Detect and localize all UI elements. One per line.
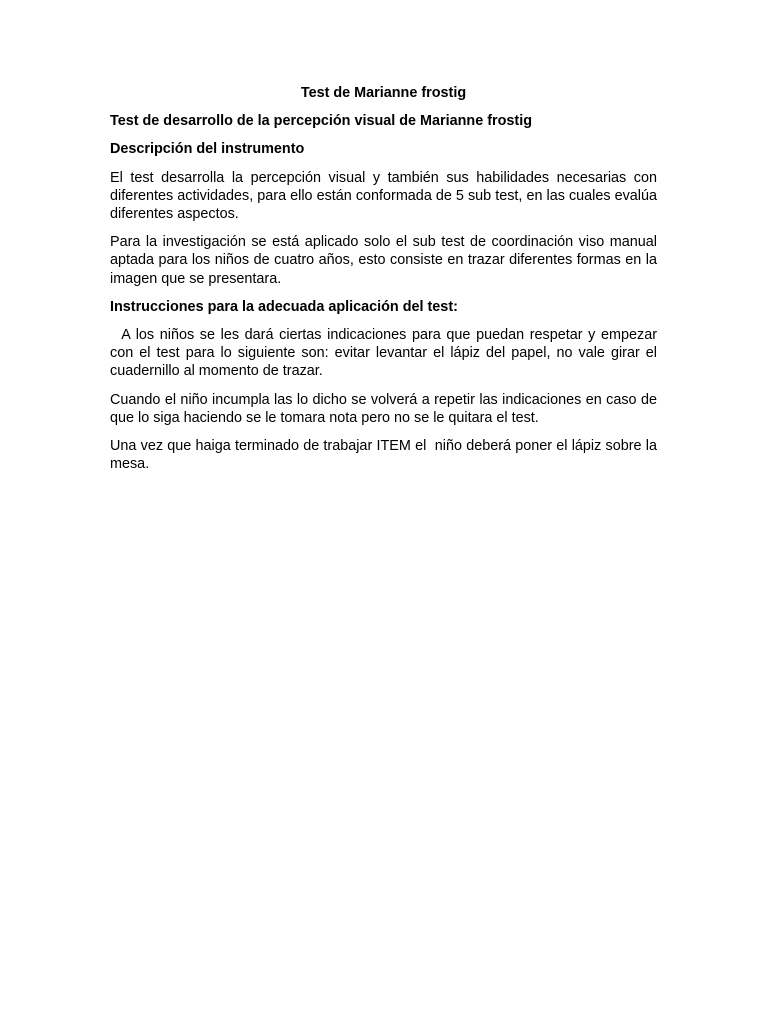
paragraph-completion: Una vez que haiga terminado de trabajar ITEM el niño deberá poner el lápiz sobre la mesa. [110, 438, 661, 473]
document-subtitle: Test de desarrollo de la percepción visual de Marianne frostig [110, 113, 532, 130]
section-heading-instructions: Instrucciones para la adecuada aplicación del test: [110, 298, 458, 315]
document-page [110, 84, 661, 483]
document-title: Test de Marianne frostig [300, 85, 467, 101]
paragraph-investigation: Para la investigación se está aplicado solo el sub test de coordinación viso manual aptada para los niños de cuatro años, esto consiste en trazar diferentes formas en la imagen que se presentara. [110, 234, 657, 287]
paragraph-noncompliance: Cuando el niño incumpla las lo dicho se volverá a repetir las indicaciones en caso de que lo siga haciendo se le tomara nota pero no se le quitara el test. [110, 391, 657, 426]
paragraph-description: El test desarrolla la percepción visual y también sus habilidades necesarias con diferentes actividades, para ello están conformada de 5 sub test, en las cuales evalúa diferentes aspectos. [110, 169, 657, 223]
section-heading-description: Descripción del instrumento [110, 141, 305, 158]
paragraph-instructions: A los niños se les dará ciertas indicaciones para que puedan respetar y empezar con el test para lo siguiente son: evitar levantar el lápiz del papel, no vale girar el cuadernillo al momento de trazar. [110, 327, 661, 380]
